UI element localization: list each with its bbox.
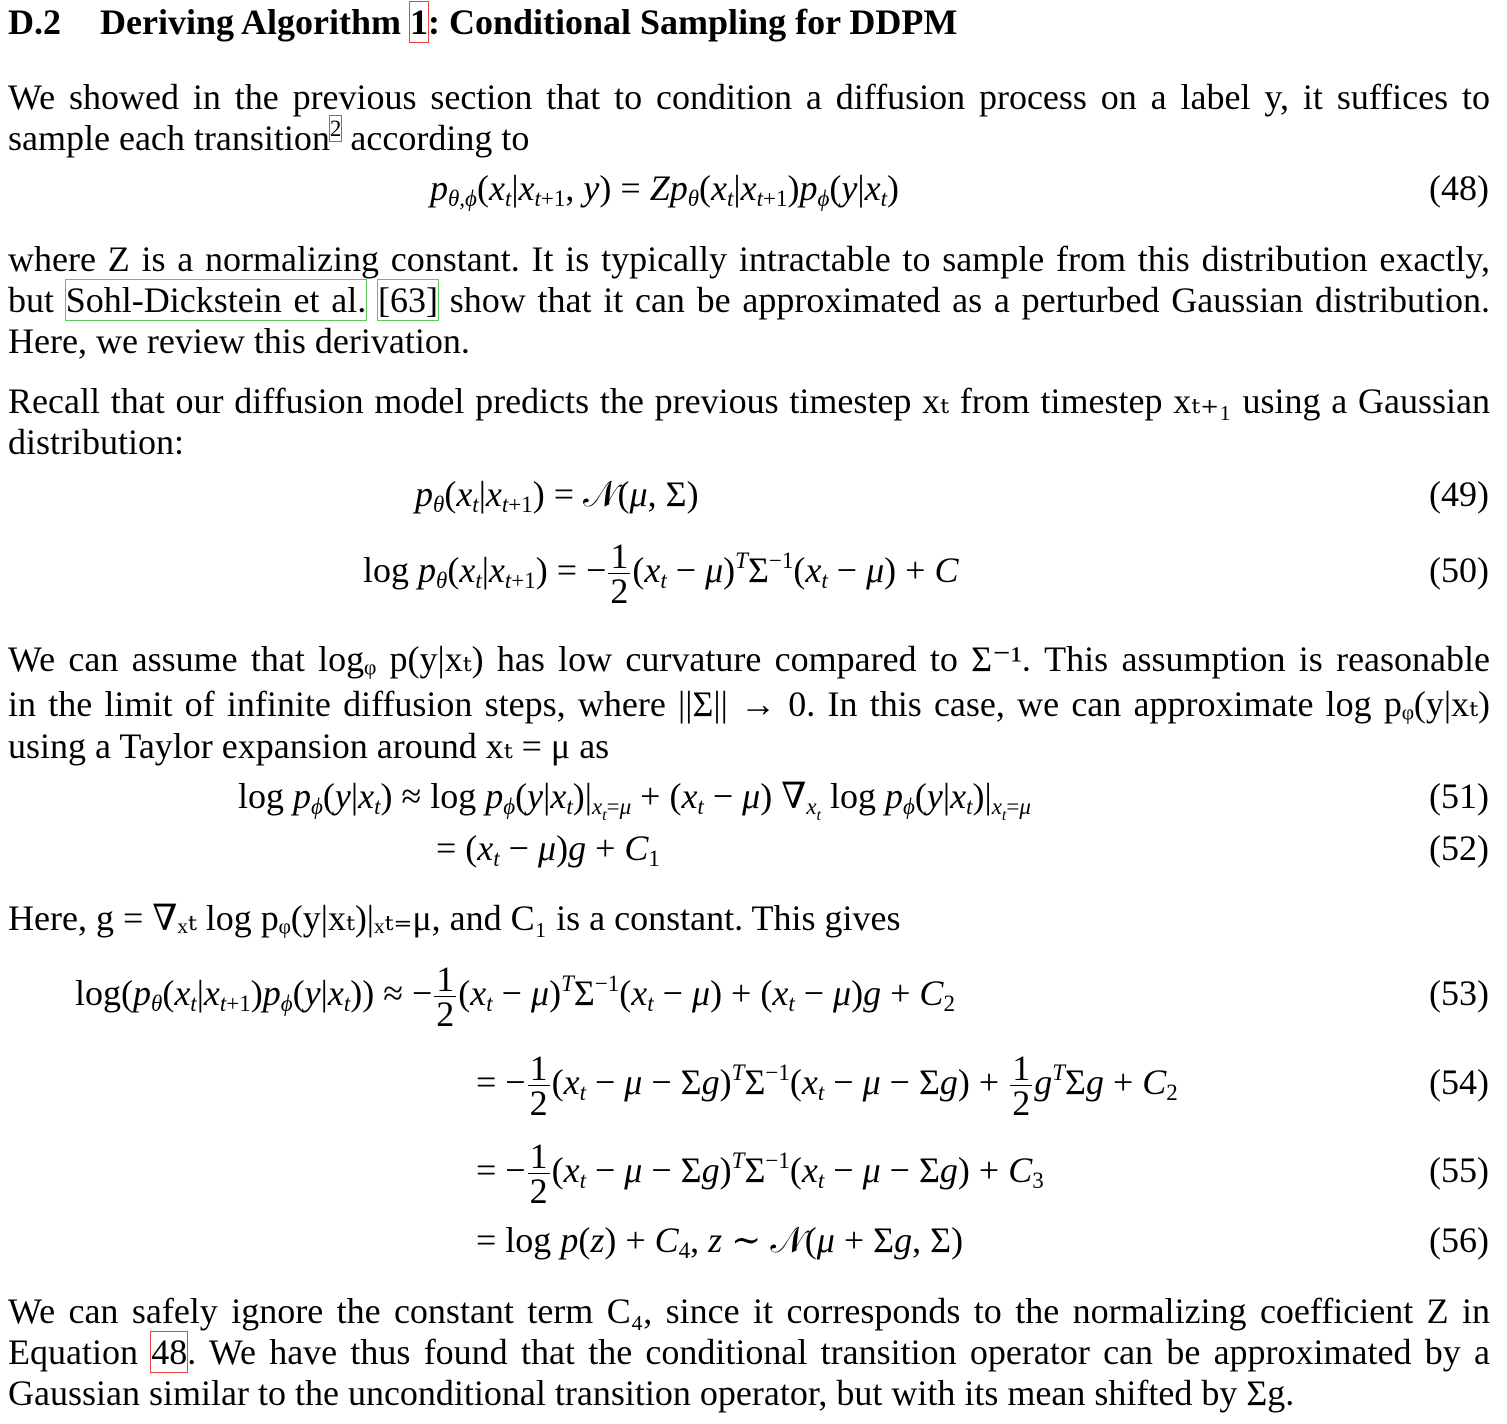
paragraph-3-line-1: Recall that our diffusion model predicts the previous timestep xₜ from timestep xₜ₊₁ using a Gaussian — [8, 381, 1490, 421]
para1-line2-pre: sample each transition — [8, 118, 330, 158]
equation-55: = − $\frac{1}{2}$ $(x_t - \mu - \Sigma g)^T\Sigma^{-1}(x_t - \mu - \Sigma g) + C_3$ — [476, 1136, 1044, 1212]
paragraph-1-line-1: We showed in the previous section that to condition a diffusion process on a label y, it suffices to — [8, 77, 1490, 117]
section-heading — [8, 0, 957, 44]
paragraph-1-line-2 — [8, 118, 1490, 159]
paragraph-6-line-3: Gaussian similar to the unconditional transition operator, but with its mean shifted by Σg. — [8, 1373, 1295, 1413]
paragraph-2-line-3: Here, we review this derivation. — [8, 321, 470, 361]
equation-number-51: (51) — [1429, 776, 1489, 816]
equation-56: = $\log p(z) + C_4$, z ∼ 𝒩(μ + Σg, Σ) — [476, 1220, 964, 1263]
paragraph-4-line-1: We can assume that logᵩ p(y|xₜ) has low curvature compared to Σ⁻¹. This assumption is reasonable — [8, 639, 1490, 679]
section-title-post: : Conditional Sampling for DDPM — [427, 2, 958, 42]
equation-ref-link[interactable]: 48 — [151, 1332, 188, 1372]
equation-49: $p_\theta(x_t|x_{t+1})$ = 𝒩(μ, Σ) — [415, 474, 699, 517]
paragraph-3-line-2: distribution: — [8, 422, 185, 462]
equation-number-49: (49) — [1429, 474, 1489, 514]
section-title-pre: Deriving Algorithm — [100, 2, 410, 42]
equation-51: $\log p_\phi(y|x_t) \approx \log p_\phi(y|x_t)|_{x_t=\mu} + (x_t - \mu)$ $\nabla_{x_t}$ $\log p_\phi(y|x_t)|_{x_t=\mu}$ — [238, 776, 1031, 824]
equation-number-55: (55) — [1429, 1150, 1489, 1190]
footnote-ref-link[interactable]: 2 — [329, 116, 342, 141]
citation-number-link[interactable]: [63] — [377, 280, 438, 320]
equation-number-50: (50) — [1429, 550, 1489, 590]
paragraph-2-line-2 — [8, 280, 1490, 321]
equation-48: $p_{\theta,\phi}(x_t|x_{t+1}$, $y) = Zp_\theta(x_t|x_{t+1})p_\phi(y|x_t)$ — [430, 168, 899, 211]
para6-line2-pre: Equation — [8, 1332, 152, 1372]
equation-number-52: (52) — [1429, 828, 1489, 868]
para2-line2-pre: but — [8, 280, 66, 320]
equation-number-48: (48) — [1429, 168, 1489, 208]
algorithm-ref-link[interactable]: 1 — [409, 2, 428, 42]
para2-line2-post: show that it can be approximated as a perturbed Gaussian distribution. — [437, 280, 1490, 320]
equation-number-56: (56) — [1429, 1220, 1489, 1260]
equation-54: = − $\frac{1}{2}$ $(x_t - \mu - \Sigma g)^T\Sigma^{-1}(x_t - \mu - \Sigma g)$ + $\frac{1}{2}$ $g^T\Sigma g + C_2$ — [476, 1048, 1178, 1124]
section-number: D.2 — [8, 2, 61, 42]
para1-line2-post: according to — [341, 118, 530, 158]
equation-53: $\log(p_\theta(x_t|x_{t+1})p_\phi(y|x_t))$ ≈ − $\frac{1}{2}$ $(x_t - \mu)^T\Sigma^{-1}(x_t - \mu) + (x_t - \mu)g + C_2$ — [75, 959, 955, 1035]
equation-number-53: (53) — [1429, 973, 1489, 1013]
paragraph-4-line-3: using a Taylor expansion around xₜ = μ as — [8, 726, 610, 766]
paragraph-6-line-2 — [8, 1332, 1490, 1373]
equation-52: = $(x_t - \mu)g + C_1$ — [436, 828, 660, 871]
paragraph-6-line-1: We can safely ignore the constant term C₄, since it corresponds to the normalizing coefficient Z in — [8, 1291, 1490, 1331]
equation-50: $\log p_\theta(x_t|x_{t+1})$ = − $\frac{1}{2}$ $(x_t - \mu)^T\Sigma^{-1}(x_t - \mu) + C$ — [363, 536, 959, 612]
paragraph-5-line-1: Here, g = ∇ₓₜ log pᵩ(y|xₜ)|ₓₜ₌μ, and C₁ is a constant. This gives — [8, 898, 901, 938]
citation-author-link[interactable]: Sohl-Dickstein et al. — [65, 280, 367, 320]
para6-line2-post: . We have thus found that the conditional transition operator can be approximated by a — [187, 1332, 1490, 1372]
equation-number-54: (54) — [1429, 1062, 1489, 1102]
paragraph-4-line-2: in the limit of infinite diffusion steps, where ||Σ|| → 0. In this case, we can approximate log pᵩ(y|xₜ) — [8, 684, 1490, 724]
paragraph-2-line-1: where Z is a normalizing constant. It is typically intractable to sample from this distribution exactly, — [8, 239, 1490, 279]
